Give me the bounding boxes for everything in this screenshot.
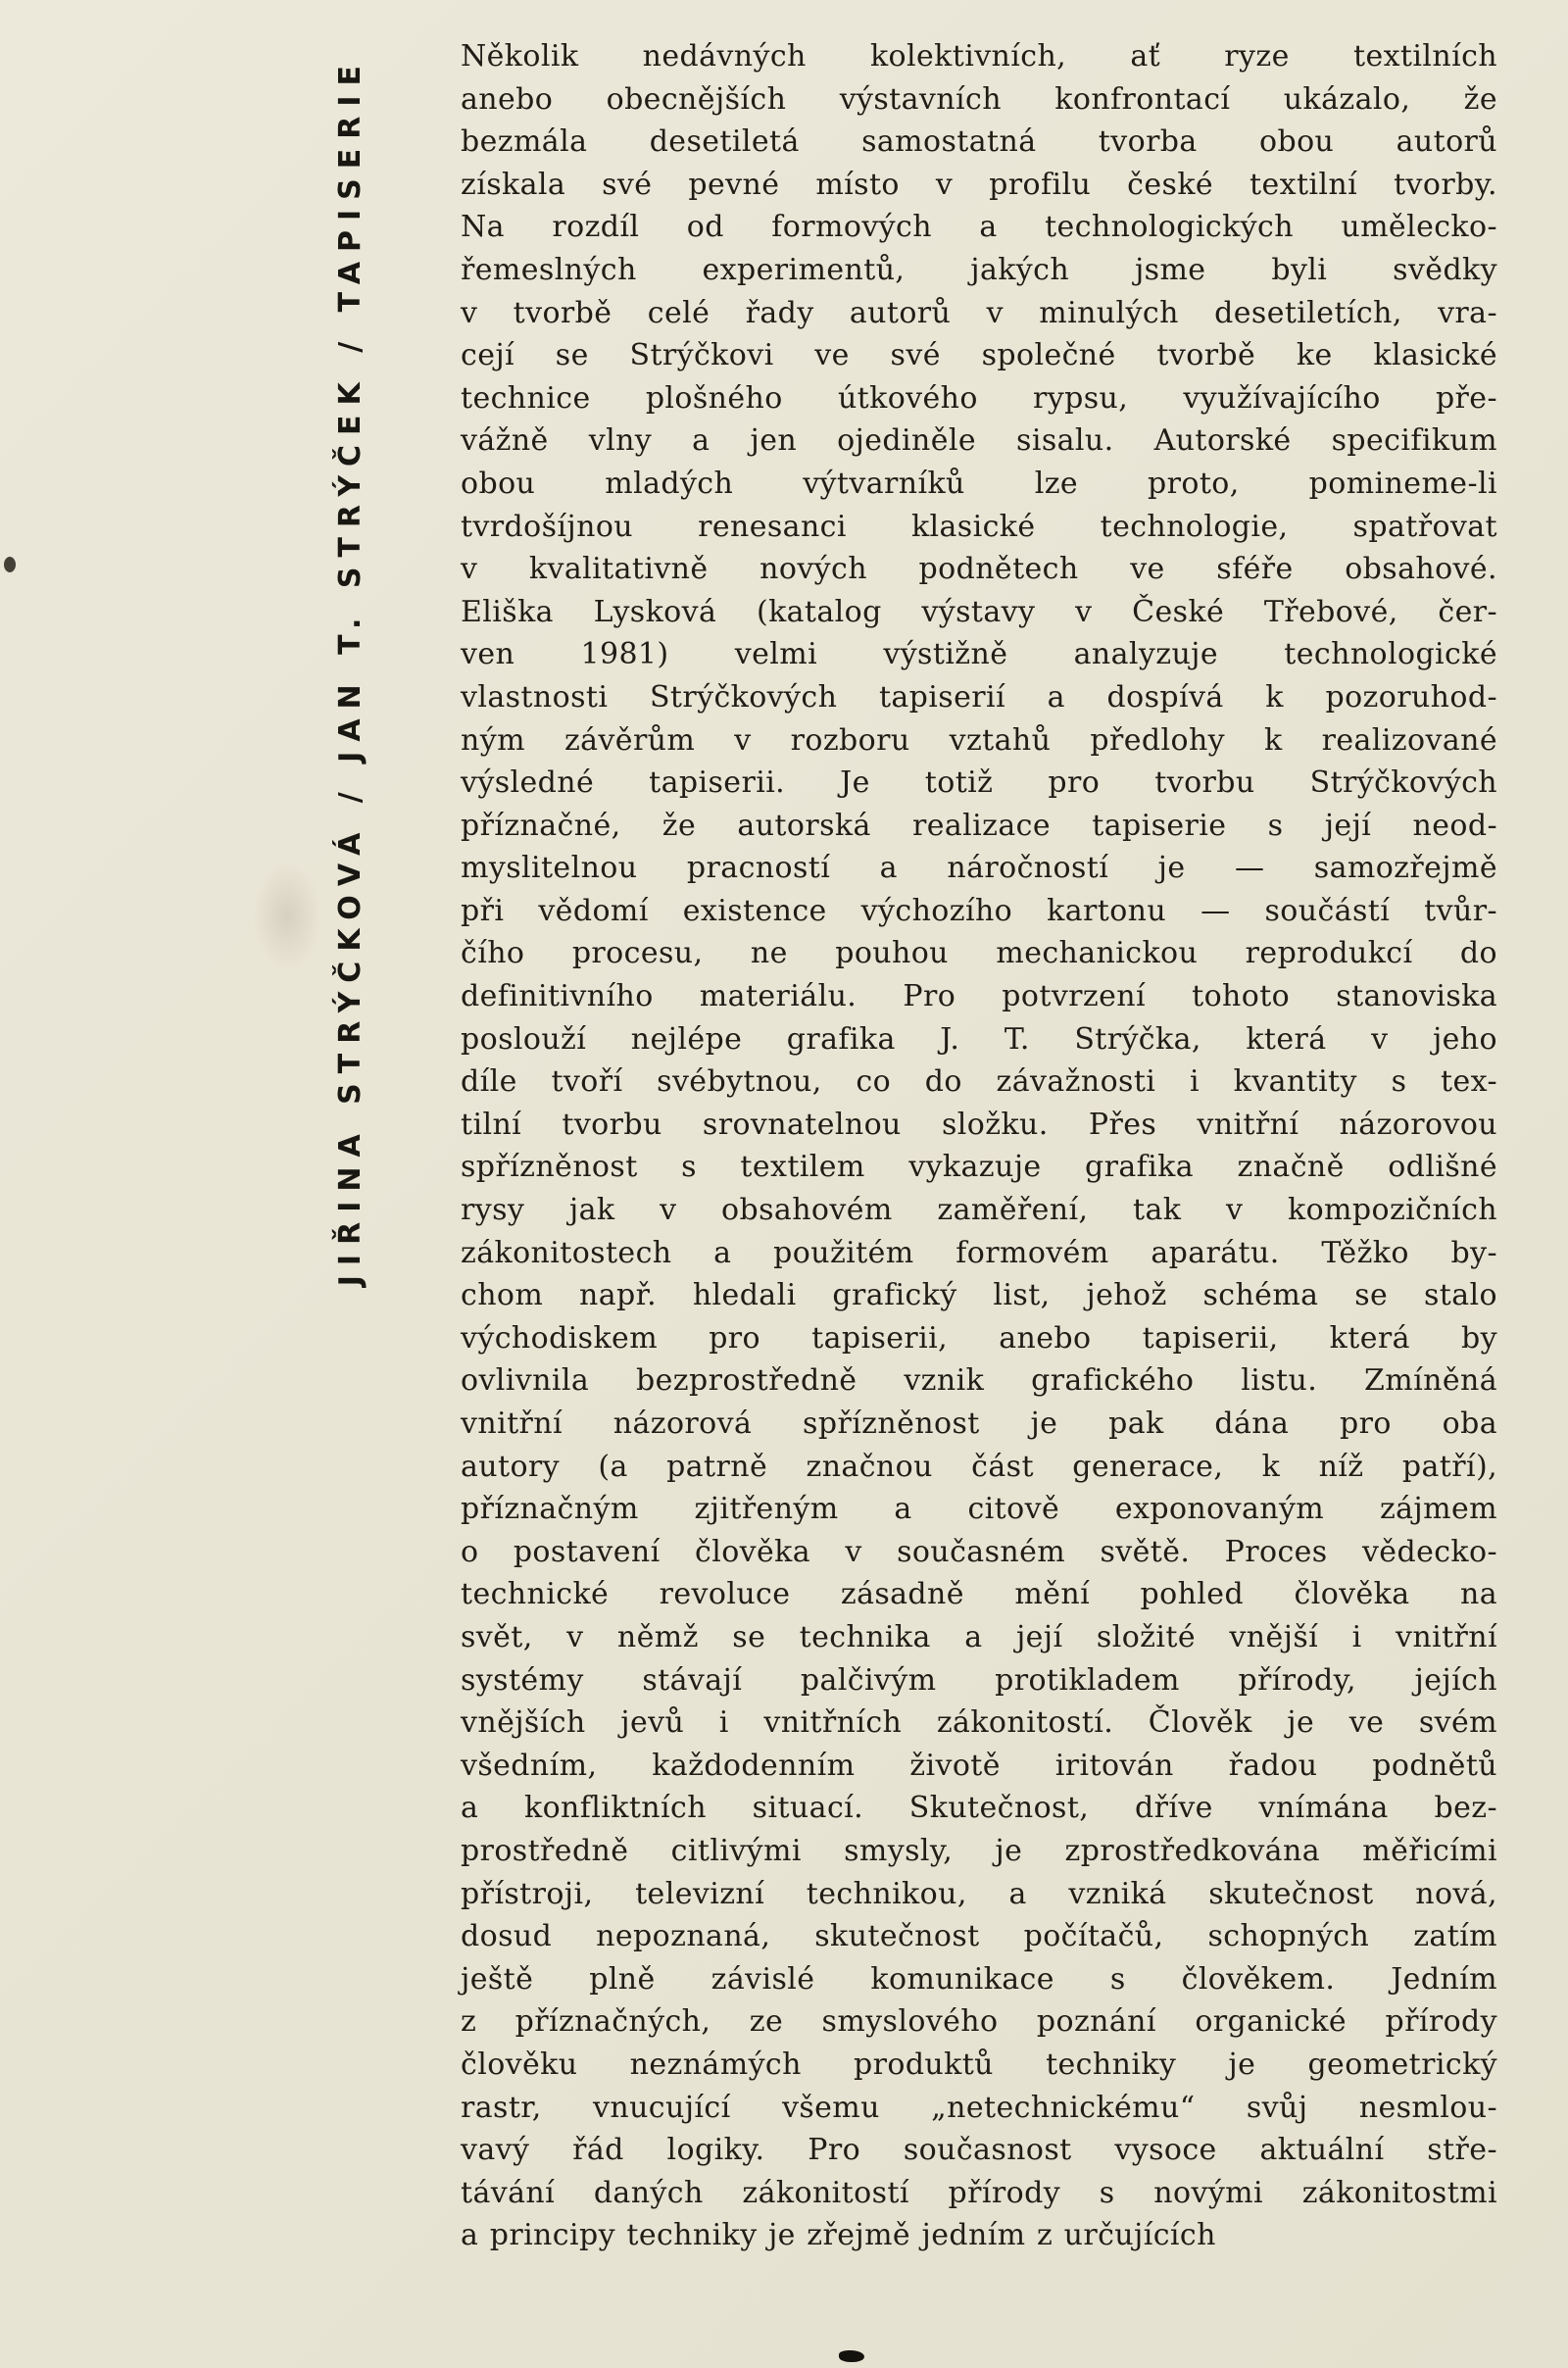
text-line: prostředně citlivými smysly, je zprostředkována měřicími [461, 1833, 1497, 1868]
text-line: technice plošného útkového rypsu, využívajícího pře- [461, 380, 1497, 416]
text-line: při vědomí existence výchozího kartonu — součástí tvůr- [461, 893, 1497, 928]
text-line: z příznačných, ze smyslového poznání organické přírody [461, 2004, 1497, 2040]
text-line: systémy stávají palčivým protikladem přírody, jejích [461, 1662, 1497, 1698]
paper-smudge [253, 863, 321, 970]
text-line: východiskem pro tapiserii, anebo tapiserii, která by [461, 1320, 1497, 1356]
body-text [461, 35, 1497, 2257]
scan-speck [839, 2350, 864, 2362]
text-line: poslouží nejlépe grafika J. T. Strýčka, která v jeho [461, 1021, 1497, 1057]
text-line: díle tvoří svébytnou, co do závažnosti i kvantity s tex- [461, 1064, 1497, 1100]
text-line: ovlivnila bezprostředně vznik grafického listu. Zmíněná [461, 1363, 1497, 1399]
text-line: výsledné tapiserii. Je totiž pro tvorbu Strýčkových [461, 765, 1497, 801]
text-line: autory (a patrně značnou část generace, k níž patří), [461, 1449, 1497, 1484]
text-line: všedním, každodenním životě iritován řadou podnětů [461, 1748, 1497, 1783]
text-line: távání daných zákonitostí přírody s novými zákonitostmi [461, 2175, 1497, 2210]
text-line: přístroji, televizní technikou, a vzniká skutečnost nová, [461, 1876, 1497, 1911]
text-line: anebo obecnějších výstavních konfrontací ukázalo, že [461, 81, 1497, 117]
text-line: v kvalitativně nových podnětech ve sféře obsahové. [461, 552, 1497, 587]
text-line: rastr, vnucující všemu „netechnickému“ svůj nesmlou- [461, 2090, 1497, 2125]
text-line: svět, v němž se technika a její složité vnější i vnitřní [461, 1619, 1497, 1654]
text-line: vnitřní názorová spřízněnost je pak dána pro oba [461, 1406, 1497, 1441]
text-line: vavý řád logiky. Pro současnost vysoce aktuální stře- [461, 2133, 1497, 2168]
spine-title-text: JIŘINA STRÝČKOVÁ / JAN T. STRÝČEK / TAPISERIE [333, 56, 368, 1287]
text-line: myslitelnou pracností a náročností je — samozřejmě [461, 851, 1497, 886]
text-line: a konfliktních situací. Skutečnost, dříve vnímána bez- [461, 1791, 1497, 1826]
text-line: příznačným zjitřeným a citově exponovaným zájmem [461, 1492, 1497, 1527]
text-line: Eliška Lysková (katalog výstavy v České Třebové, čer- [461, 594, 1497, 629]
text-line: vážně vlny a jen ojediněle sisalu. Autorské specifikum [461, 423, 1497, 459]
text-line: spřízněnost s textilem vykazuje grafika značně odlišné [461, 1150, 1497, 1185]
text-line: tilní tvorbu srovnatelnou složku. Přes vnitřní názorovou [461, 1107, 1497, 1142]
text-line: ven 1981) velmi výstižně analyzuje technologické [461, 637, 1497, 672]
text-line: cejí se Strýčkovi ve své společné tvorbě ke klasické [461, 338, 1497, 373]
text-line: technické revoluce zásadně mění pohled člověka na [461, 1577, 1497, 1612]
text-line: a principy techniky je zřejmě jedním z určujících [461, 2218, 1216, 2253]
text-line: tvrdošíjnou renesanci klasické technologie, spatřovat [461, 509, 1497, 544]
text-line: dosud nepoznaná, skutečnost počítačů, schopných zatím [461, 1919, 1497, 1954]
text-line: zákonitostech a použitém formovém aparátu. Těžko by- [461, 1235, 1497, 1270]
text-line: ným závěrům v rozboru vztahů předlohy k realizované [461, 722, 1497, 758]
text-line: řemeslných experimentů, jakých jsme byli svědky [461, 252, 1497, 287]
text-line: v tvorbě celé řady autorů v minulých desetiletích, vra- [461, 295, 1497, 330]
text-line: Na rozdíl od formových a technologických umělecko- [461, 210, 1497, 245]
text-line: chom např. hledali grafický list, jehož schéma se stalo [461, 1278, 1497, 1313]
text-line: ještě plně závislé komunikace s člověkem. Jedním [461, 1961, 1497, 1997]
text-line: příznačné, že autorská realizace tapiserie s její neod- [461, 808, 1497, 843]
text-line: rysy jak v obsahovém zaměření, tak v kompozičních [461, 1193, 1497, 1228]
text-line: o postavení člověka v současném světě. Proces vědecko- [461, 1534, 1497, 1569]
vertical-spine-title [333, 56, 368, 1286]
text-line: člověku neznámých produktů techniky je geometrický [461, 2047, 1497, 2082]
scan-speck [4, 557, 16, 572]
text-line: definitivního materiálu. Pro potvrzení tohoto stanoviska [461, 979, 1497, 1014]
text-line: bezmála desetiletá samostatná tvorba obou autorů [461, 124, 1497, 160]
text-line: vnějších jevů i vnitřních zákonitostí. Člověk je ve svém [461, 1705, 1497, 1741]
text-line: Několik nedávných kolektivních, ať ryze textilních [461, 39, 1497, 74]
text-line: získala své pevné místo v profilu české textilní tvorby. [461, 167, 1497, 202]
text-line: vlastnosti Strýčkových tapiserií a dospívá k pozoruhod- [461, 679, 1497, 715]
text-line: čího procesu, ne pouhou mechanickou reprodukcí do [461, 936, 1497, 971]
text-line: obou mladých výtvarníků lze proto, pomineme-li [461, 466, 1497, 501]
